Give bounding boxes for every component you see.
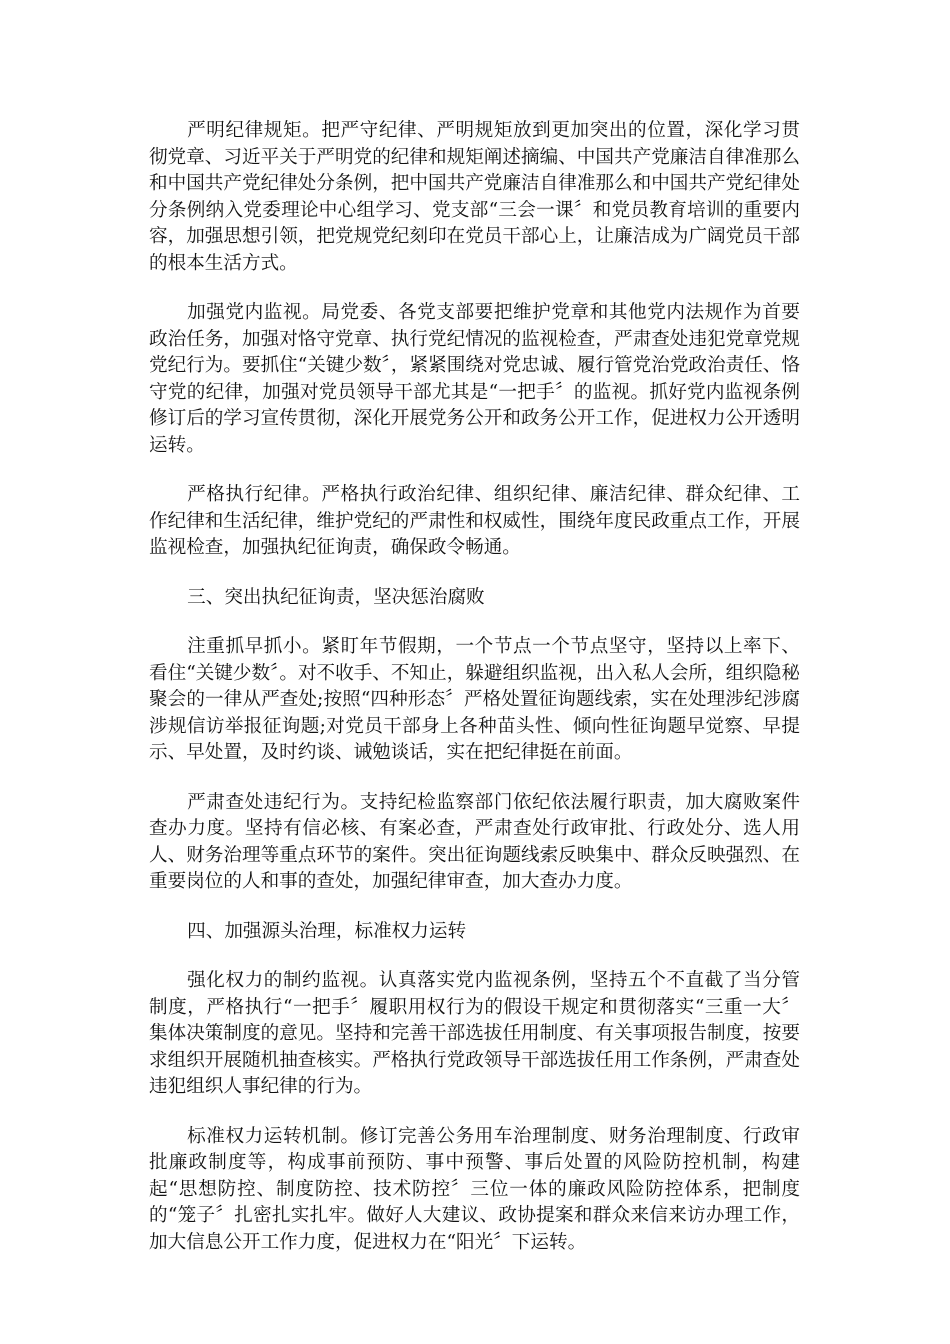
section-heading-three: 三、突出执纪征询责，坚决惩治腐败 — [187, 586, 485, 608]
paragraph-enforce-discipline: 严格执行纪律。严格执行政治纪律、组织纪律、廉洁纪律、群众纪律、工作纪律和生活纪律，维护党纪的严肃性和权威性，围绕年度民政重点工作，开展监视检查，加强执纪征询责，确保政令畅通。 — [149, 484, 800, 558]
paragraph-inner-party-supervision: 加强党内监视。局党委、各党支部要把维护党章和其他党内法规作为首要政治任务，加强对恪守党章、执行党纪情况的监视检查，严肃查处违犯党章党规党纪行为。要抓住“关键少数〞，紧紧围绕对党忠诚、履行管党治党政治责任、恪守党的纪律，加强对党员领导干部尤其是“一把手〞的监视。抓好党内监视条例修订后的学习宣传贯彻，深化开展党务公开和政务公开工作，促进权力公开透明运转。 — [149, 302, 800, 456]
paragraph-power-supervision: 强化权力的制约监视。认真落实党内监视条例，坚持五个不直截了当分管制度，严格执行“一把手〞履职用权行为的假设干规定和贯彻落实“三重一大〞集体决策制度的意见。坚持和完善干部选拔任用制度、有关事项报告制度，按要求组织开展随机抽查核实。严格执行党政领导干部选拔任用工作条例，严肃查处违犯组织人事纪律的行为。 — [149, 970, 800, 1097]
paragraph-investigate-violations: 严肃查处违纪行为。支持纪检监察部门依纪依法履行职责，加大腐败案件查办力度。坚持有信必核、有案必查，严肃查处行政审批、行政处分、选人用人、财务治理等重点环节的案件。突出征询题线索反映集中、群众反映强烈、在重要岗位的人和事的查处，加强纪律审查，加大查办力度。 — [149, 791, 800, 892]
paragraph-power-operation: 标准权力运转机制。修订完善公务用车治理制度、财务治理制度、行政审批廉政制度等，构成事前预防、事中预警、事后处置的风险防控机制，构建起“思想防控、制度防控、技术防控〞三位一体的廉政风险防控体系，把制度的“笼子〞扎密扎实扎牢。做好人大建议、政协提案和群众来信来访办理工作，加大信息公开工作力度，促进权力在“阳光〞下运转。 — [149, 1125, 800, 1253]
document-body — [149, 118, 800, 1279]
paragraph-early-small: 注重抓早抓小。紧盯年节假期，一个节点一个节点坚守，坚持以上率下、看住“关键少数〞。对不收手、不知止，躲避组织监视，出入私人会所，组织隐秘聚会的一律从严查处;按照“四种形态〞严格处置征询题线索，实在处理涉纪涉腐涉规信访举报征询题;对党员干部身上各种苗头性、倾向性征询题早觉察、早提示、早处置，及时约谈、诫勉谈话，实在把纪律挺在前面。 — [149, 636, 800, 763]
section-heading-four: 四、加强源头治理，标准权力运转 — [187, 920, 467, 942]
paragraph-discipline-rules: 严明纪律规矩。把严守纪律、严明规矩放到更加突出的位置，深化学习贯彻党章、习近平关于严明党的纪律和规矩阐述摘编、中国共产党廉洁自律准那么和中国共产党纪律处分条例，把中国共产党廉洁自律准那么和中国共产党纪律处分条例纳入党委理论中心组学习、党支部“三会一课〞和党员教育培训的重要内容，加强思想引领，把党规党纪刻印在党员干部心上，让廉洁成为广阔党员干部的根本生活方式。 — [149, 120, 800, 274]
